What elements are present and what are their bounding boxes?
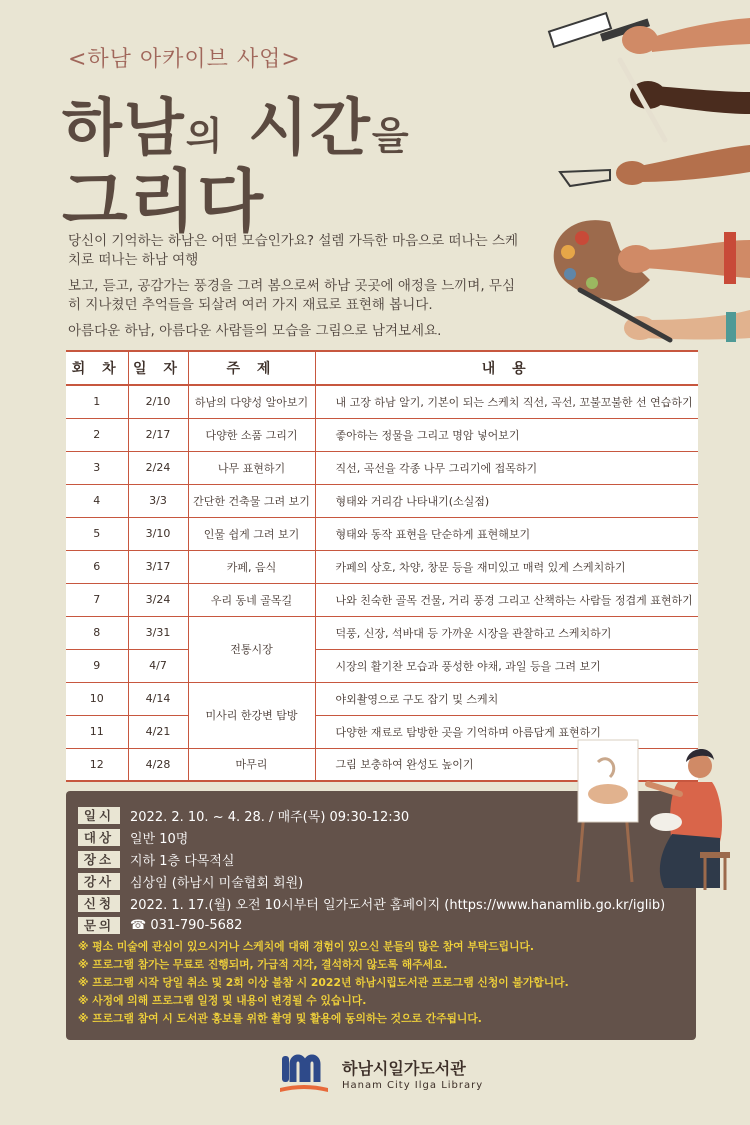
info-date-value: 2022. 2. 10. ~ 4. 28. / 매주(목) 09:30-12:30 <box>130 809 410 825</box>
library-name-english: Hanam City Ilga Library <box>342 1080 484 1091</box>
session-date: 3/31 <box>128 616 188 649</box>
session-date: 3/17 <box>128 550 188 583</box>
info-contact-row <box>78 915 242 935</box>
arm-middle <box>640 145 750 182</box>
header-session: 회 차 <box>66 351 128 385</box>
session-topic: 인물 쉽게 그려 보기 <box>188 517 315 550</box>
info-target-row <box>78 827 188 847</box>
session-content: 나와 친숙한 골목 건물, 거리 풍경 그리고 산책하는 사람들 정겹게 표현하기 <box>315 583 698 616</box>
table-row <box>66 385 698 418</box>
info-date-label: 일시 <box>78 807 120 824</box>
header-topic: 주 제 <box>188 351 315 385</box>
session-content: 시장의 활기찬 모습과 풍성한 야채, 과일 등을 그려 보기 <box>315 649 698 682</box>
session-no: 4 <box>66 484 128 517</box>
session-topic: 간단한 건축물 그려 보기 <box>188 484 315 517</box>
session-no: 3 <box>66 451 128 484</box>
table-row <box>66 682 698 715</box>
session-no: 6 <box>66 550 128 583</box>
session-topic: 마무리 <box>188 748 315 781</box>
notice-item: ※ 프로그램 시작 당일 취소 및 2회 이상 불참 시 2022년 하남시립도서관 프로그램 신청이 불가합니다. <box>78 976 569 989</box>
session-content: 형태와 동작 표현을 단순하게 표현해보기 <box>315 517 698 550</box>
session-no: 1 <box>66 385 128 418</box>
info-contact-label: 문의 <box>78 917 120 934</box>
info-target-value: 일반 10명 <box>130 831 189 847</box>
notice-list <box>78 938 678 1028</box>
table-row <box>66 649 698 682</box>
session-content: 내 고장 하남 알기, 기본이 되는 스케치 직선, 곡선, 꼬불꼬불한 선 연습하기 <box>315 385 698 418</box>
session-content: 카페의 상호, 차양, 창문 등을 재미있고 매력 있게 스케치하기 <box>315 550 698 583</box>
schedule-table <box>66 350 698 782</box>
table-row <box>66 616 698 649</box>
painter-illustration <box>560 722 740 892</box>
session-date: 3/24 <box>128 583 188 616</box>
session-date: 4/14 <box>128 682 188 715</box>
header-content: 내 용 <box>315 351 698 385</box>
info-place-label: 장소 <box>78 851 120 868</box>
title-hanam: 하남 <box>62 91 186 164</box>
session-content: 좋아하는 정물을 그리고 명암 넣어보기 <box>315 418 698 451</box>
info-teacher-label: 강사 <box>78 873 120 890</box>
session-topic: 카페, 음식 <box>188 550 315 583</box>
session-date: 2/24 <box>128 451 188 484</box>
session-date: 4/7 <box>128 649 188 682</box>
table-header-row <box>66 351 698 385</box>
session-topic: 전통시장 <box>188 616 315 682</box>
painting-arms-illustration <box>540 0 750 350</box>
info-apply-row <box>78 893 665 913</box>
session-topic: 하남의 다양성 알아보기 <box>188 385 315 418</box>
session-no: 8 <box>66 616 128 649</box>
session-content: 형태와 거리감 나타내기(소실점) <box>315 484 698 517</box>
library-logo <box>276 1050 496 1100</box>
session-content: 직선, 곡선을 각종 나무 그리기에 접목하기 <box>315 451 698 484</box>
arm-top <box>650 18 750 52</box>
table-row <box>66 451 698 484</box>
info-place-value: 지하 1층 다목적실 <box>130 853 235 869</box>
info-apply-value[interactable]: 2022. 1. 17.(월) 오전 10시부터 일가도서관 홈페이지 (https://www.hanamlib.go.kr/iglib) <box>130 897 666 913</box>
header-date: 일 자 <box>128 351 188 385</box>
info-teacher-row <box>78 871 303 891</box>
session-no: 2 <box>66 418 128 451</box>
program-kicker: <하남 아카이브 사업> <box>68 47 301 72</box>
info-apply-label: 신청 <box>78 895 120 912</box>
session-no: 5 <box>66 517 128 550</box>
intro-paragraph-3: 아름다운 하남, 아름다운 사람들의 모습을 그림으로 남겨보세요. <box>68 323 442 339</box>
session-topic: 나무 표현하기 <box>188 451 315 484</box>
info-teacher-value: 심상임 (하남시 미술협회 회원) <box>130 875 304 891</box>
table-row <box>66 550 698 583</box>
title-line-2: 그리다 <box>62 163 266 242</box>
session-topic: 다양한 소품 그리기 <box>188 418 315 451</box>
notice-item: ※ 사정에 의해 프로그램 일정 및 내용이 변경될 수 있습니다. <box>78 994 367 1007</box>
intro-paragraph-2: 보고, 듣고, 공감가는 풍경을 그려 봄으로써 하남 곳곳에 애정을 느끼며, 무심히 지나쳤던 추억들을 되살려 여러 가지 재료로 표현해 봅니다. <box>68 278 516 313</box>
info-target-label: 대상 <box>78 829 120 846</box>
palette-knife <box>560 170 610 186</box>
table-row <box>66 517 698 550</box>
session-date: 3/3 <box>128 484 188 517</box>
session-date: 3/10 <box>128 517 188 550</box>
session-content: 다양한 재료로 탐방한 곳을 기억하며 아름답게 표현하기 <box>315 715 698 748</box>
palette-small <box>650 813 682 831</box>
session-topic: 우리 동네 골목길 <box>188 583 315 616</box>
session-content: 그림 보충하여 완성도 높이기 <box>315 748 698 781</box>
session-content: 덕풍, 신장, 석바대 등 가까운 시장을 관찰하고 스케치하기 <box>315 616 698 649</box>
table-row <box>66 418 698 451</box>
notice-item: ※ 평소 미술에 관심이 있으시거나 스케치에 대해 경험이 있으신 분들의 많은 참여 부탁드립니다. <box>78 940 535 953</box>
info-contact-value: ☎ 031-790-5682 <box>130 917 243 933</box>
arm-dark <box>655 86 750 114</box>
intro-text <box>68 232 528 348</box>
library-logo-icon <box>276 1050 332 1096</box>
session-content: 야외촬영으로 구도 잡기 및 스케치 <box>315 682 698 715</box>
library-name: 하남시일가도서관 <box>342 1059 466 1078</box>
intro-paragraph-1: 당신이 기억하는 하남은 어떤 모습인가요? 설렘 가득한 마음으로 떠나는 스케치로 떠나는 하남 여행 <box>68 233 519 268</box>
session-no: 12 <box>66 748 128 781</box>
brush-top <box>549 13 611 47</box>
session-no: 7 <box>66 583 128 616</box>
table-row <box>66 583 698 616</box>
session-no: 9 <box>66 649 128 682</box>
session-date: 2/10 <box>128 385 188 418</box>
session-date: 4/28 <box>128 748 188 781</box>
table-row <box>66 484 698 517</box>
info-place-row <box>78 849 234 869</box>
easel-canvas <box>578 740 638 822</box>
notice-item: ※ 프로그램 참여 시 도서관 홍보를 위한 촬영 및 활용에 동의하는 것으로 간주됩니다. <box>78 1012 482 1025</box>
title-particle-eul: 을 <box>371 114 411 158</box>
session-date: 2/17 <box>128 418 188 451</box>
title-time: 시간 <box>248 91 372 164</box>
info-date-row <box>78 805 409 825</box>
title-particle-ui: 의 <box>185 114 225 158</box>
session-topic: 미사리 한강변 탐방 <box>188 682 315 748</box>
session-no: 10 <box>66 682 128 715</box>
session-no: 11 <box>66 715 128 748</box>
notice-item: ※ 프로그램 참가는 무료로 진행되며, 가급적 지각, 결석하지 않도록 해주세요. <box>78 958 448 971</box>
session-date: 4/21 <box>128 715 188 748</box>
